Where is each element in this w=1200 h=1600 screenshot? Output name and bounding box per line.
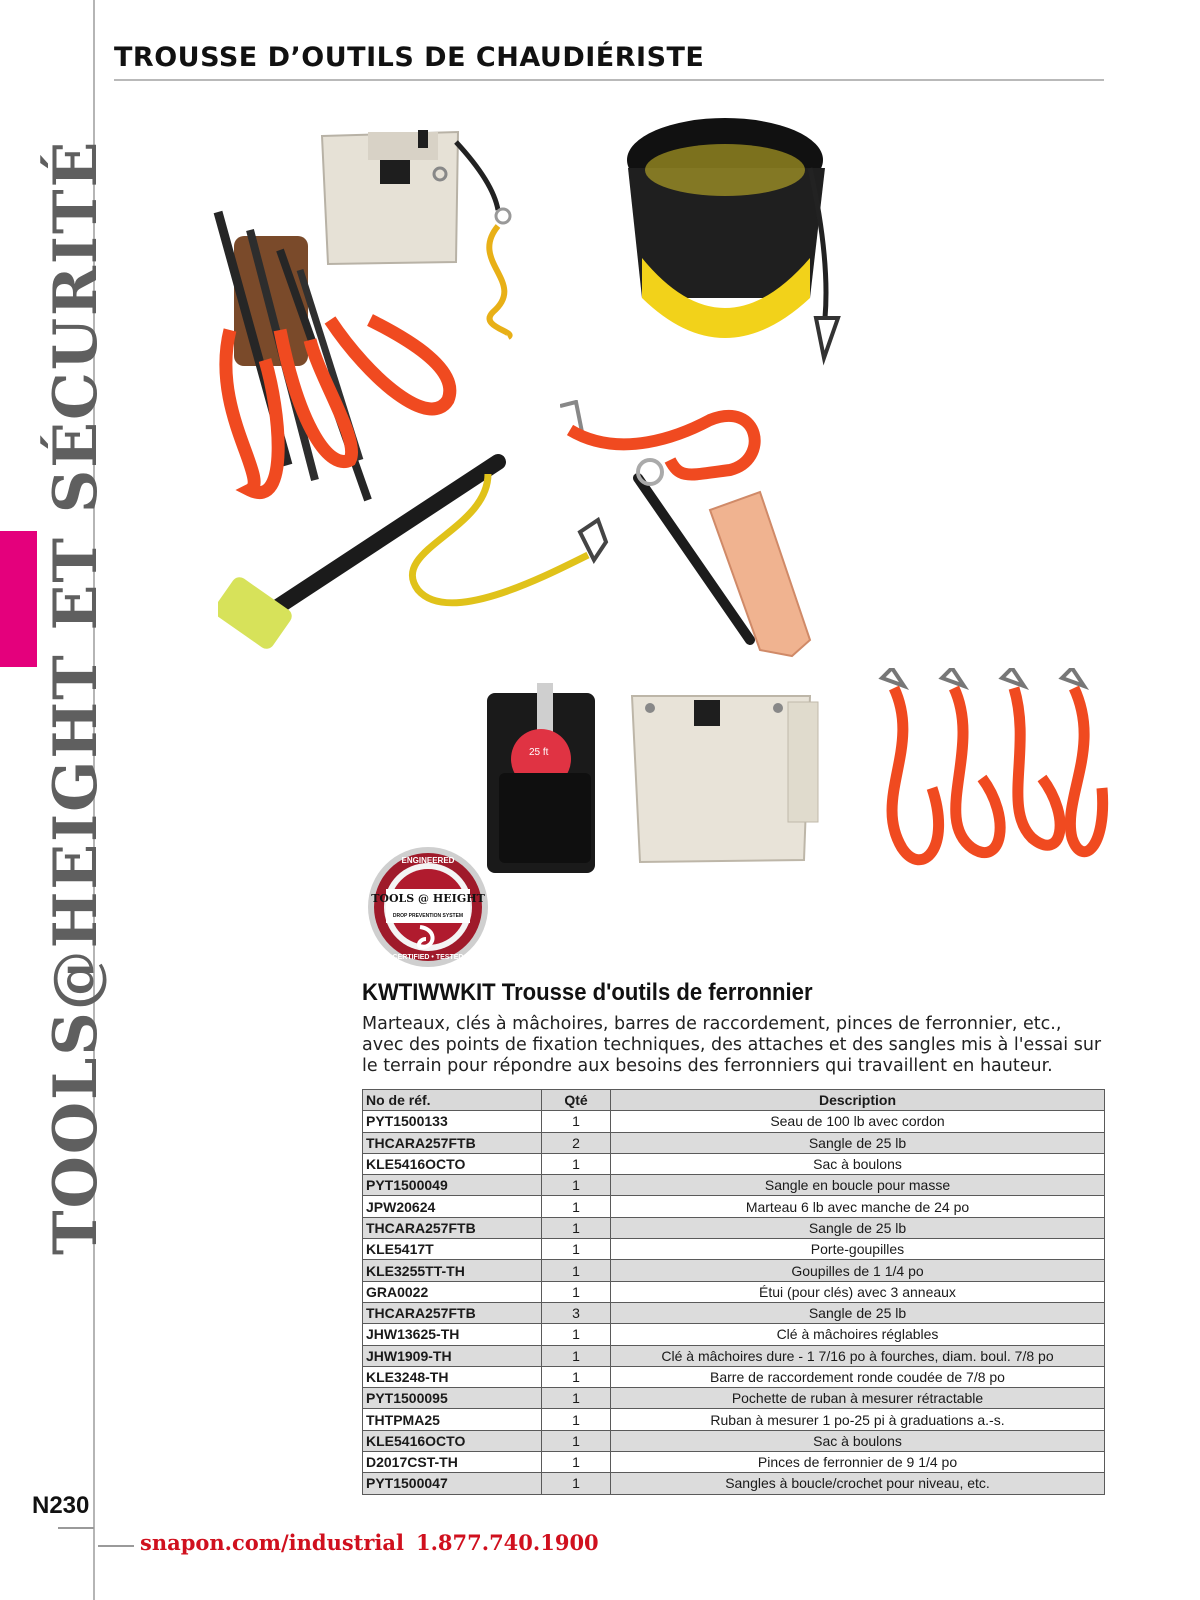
- kit-description: Marteaux, clés à mâchoires, barres de raccordement, pinces de ferronnier, etc., avec des points de fixation techniques, des attaches et des sangles mis à l'essai sur le terrain pour répondre aux besoins des ferronniers qui travaillent en hauteur.: [362, 1014, 1102, 1076]
- table-row: [363, 1239, 1105, 1260]
- qty-cell: 2: [542, 1132, 611, 1153]
- table-row: [363, 1324, 1105, 1345]
- badge-brand: TOOLS @ HEIGHT: [371, 892, 485, 905]
- qty-cell: 1: [542, 1196, 611, 1217]
- sledgehammer-with-lanyard-image: [218, 450, 618, 672]
- description-cell: Pochette de ruban à mesurer rétractable: [611, 1388, 1105, 1409]
- description-cell: Sac à boulons: [611, 1430, 1105, 1451]
- description-cell: Clé à mâchoires dure - 1 7/16 po à fourches, diam. boul. 7/8 po: [611, 1345, 1105, 1366]
- page-title: TROUSSE D’OUTILS DE CHAUDIÉRISTE: [114, 42, 705, 73]
- ref-cell: THCARA257FTB: [363, 1132, 542, 1153]
- table-row: [363, 1196, 1105, 1217]
- tool-lanyards-image: [862, 668, 1112, 880]
- title-divider: [114, 79, 1104, 81]
- description-cell: Sangle de 25 lb: [611, 1302, 1105, 1323]
- description-cell: Seau de 100 lb avec cordon: [611, 1111, 1105, 1132]
- description-cell: Pinces de ferronnier de 9 1/4 po: [611, 1452, 1105, 1473]
- footer-dash: [98, 1545, 134, 1547]
- table-row: [363, 1302, 1105, 1323]
- table-header-row: [363, 1090, 1105, 1111]
- description-cell: Étui (pour clés) avec 3 anneaux: [611, 1281, 1105, 1302]
- tape-measure-label: 25 ft: [529, 747, 549, 758]
- tape-measure-pouch-image: [485, 683, 605, 876]
- wrench-holster-and-drift-pin-image: [560, 400, 835, 668]
- footer-url[interactable]: snapon.com/industrial: [140, 1530, 404, 1555]
- qty-cell: 1: [542, 1388, 611, 1409]
- qty-cell: 1: [542, 1217, 611, 1238]
- ref-cell: D2017CST-TH: [363, 1452, 542, 1473]
- ref-cell: JPW20624: [363, 1196, 542, 1217]
- table-row: [363, 1388, 1105, 1409]
- description-cell: Sangle de 25 lb: [611, 1132, 1105, 1153]
- description-cell: Goupilles de 1 1/4 po: [611, 1260, 1105, 1281]
- table-row: [363, 1111, 1105, 1132]
- qty-cell: 1: [542, 1473, 611, 1494]
- table-row: [363, 1473, 1105, 1494]
- ref-cell: PYT1500133: [363, 1111, 542, 1132]
- canvas-bolt-bag-image: [628, 682, 828, 872]
- column-header-qty: Qté: [542, 1090, 611, 1111]
- qty-cell: 1: [542, 1409, 611, 1430]
- ref-cell: THCARA257FTB: [363, 1217, 542, 1238]
- kit-name: Trousse d'outils de ferronnier: [501, 979, 813, 1006]
- description-cell: Sac à boulons: [611, 1153, 1105, 1174]
- parts-table-body: [363, 1111, 1105, 1494]
- description-cell: Ruban à mesurer 1 po-25 pi à graduations a.-s.: [611, 1409, 1105, 1430]
- qty-cell: 1: [542, 1345, 611, 1366]
- table-row: [363, 1132, 1105, 1153]
- badge-top-text: ENGINEERED: [401, 856, 455, 865]
- ref-cell: KLE5417T: [363, 1239, 542, 1260]
- qty-cell: 1: [542, 1175, 611, 1196]
- qty-cell: 1: [542, 1111, 611, 1132]
- ref-cell: THTPMA25: [363, 1409, 542, 1430]
- description-cell: Porte-goupilles: [611, 1239, 1105, 1260]
- table-row: [363, 1281, 1105, 1302]
- page-number: N230: [32, 1492, 90, 1519]
- parts-table: [362, 1089, 1105, 1495]
- ref-cell: THCARA257FTB: [363, 1302, 542, 1323]
- badge-tagline: DROP PREVENTION SYSTEM: [392, 913, 464, 919]
- ref-cell: JHW13625-TH: [363, 1324, 542, 1345]
- qty-cell: 3: [542, 1302, 611, 1323]
- ref-cell: PYT1500047: [363, 1473, 542, 1494]
- table-row: [363, 1260, 1105, 1281]
- column-header-ref: No de réf.: [363, 1090, 542, 1111]
- qty-cell: 1: [542, 1324, 611, 1345]
- table-row: [363, 1366, 1105, 1387]
- section-tab-marker: [0, 531, 37, 667]
- table-row: [363, 1217, 1105, 1238]
- ref-cell: PYT1500049: [363, 1175, 542, 1196]
- ref-cell: KLE5416OCTO: [363, 1153, 542, 1174]
- table-row: [363, 1452, 1105, 1473]
- description-cell: Sangle de 25 lb: [611, 1217, 1105, 1238]
- tools-at-height-certified-badge: [366, 845, 490, 969]
- ref-cell: KLE3248-TH: [363, 1366, 542, 1387]
- qty-cell: 1: [542, 1153, 611, 1174]
- qty-cell: 1: [542, 1452, 611, 1473]
- table-row: [363, 1345, 1105, 1366]
- table-row: [363, 1175, 1105, 1196]
- kit-heading: [362, 979, 813, 1007]
- page-number-rule: [58, 1527, 94, 1529]
- section-title: TOOLS@HEIGHT ET SÉCURITÉ: [41, 139, 111, 1255]
- ref-cell: GRA0022: [363, 1281, 542, 1302]
- qty-cell: 1: [542, 1366, 611, 1387]
- description-cell: Barre de raccordement ronde coudée de 7/8 po: [611, 1366, 1105, 1387]
- qty-cell: 1: [542, 1260, 611, 1281]
- table-row: [363, 1153, 1105, 1174]
- qty-cell: 1: [542, 1430, 611, 1451]
- column-header-description: Description: [611, 1090, 1105, 1111]
- qty-cell: 1: [542, 1239, 611, 1260]
- description-cell: Clé à mâchoires réglables: [611, 1324, 1105, 1345]
- description-cell: Sangle en boucle pour masse: [611, 1175, 1105, 1196]
- description-cell: Marteau 6 lb avec manche de 24 po: [611, 1196, 1105, 1217]
- kit-code: KWTIWWKIT: [362, 979, 496, 1006]
- ref-cell: JHW1909-TH: [363, 1345, 542, 1366]
- ref-cell: KLE5416OCTO: [363, 1430, 542, 1451]
- footer-phone: 1.877.740.1900: [416, 1530, 599, 1555]
- description-cell: Sangles à boucle/crochet pour niveau, etc.: [611, 1473, 1105, 1494]
- table-row: [363, 1430, 1105, 1451]
- badge-bottom-text: CERTIFIED • TESTED: [392, 954, 464, 961]
- bucket-with-lanyard-image: [620, 108, 850, 370]
- ref-cell: KLE3255TT-TH: [363, 1260, 542, 1281]
- footer: [140, 1530, 599, 1555]
- table-row: [363, 1409, 1105, 1430]
- qty-cell: 1: [542, 1281, 611, 1302]
- ref-cell: PYT1500095: [363, 1388, 542, 1409]
